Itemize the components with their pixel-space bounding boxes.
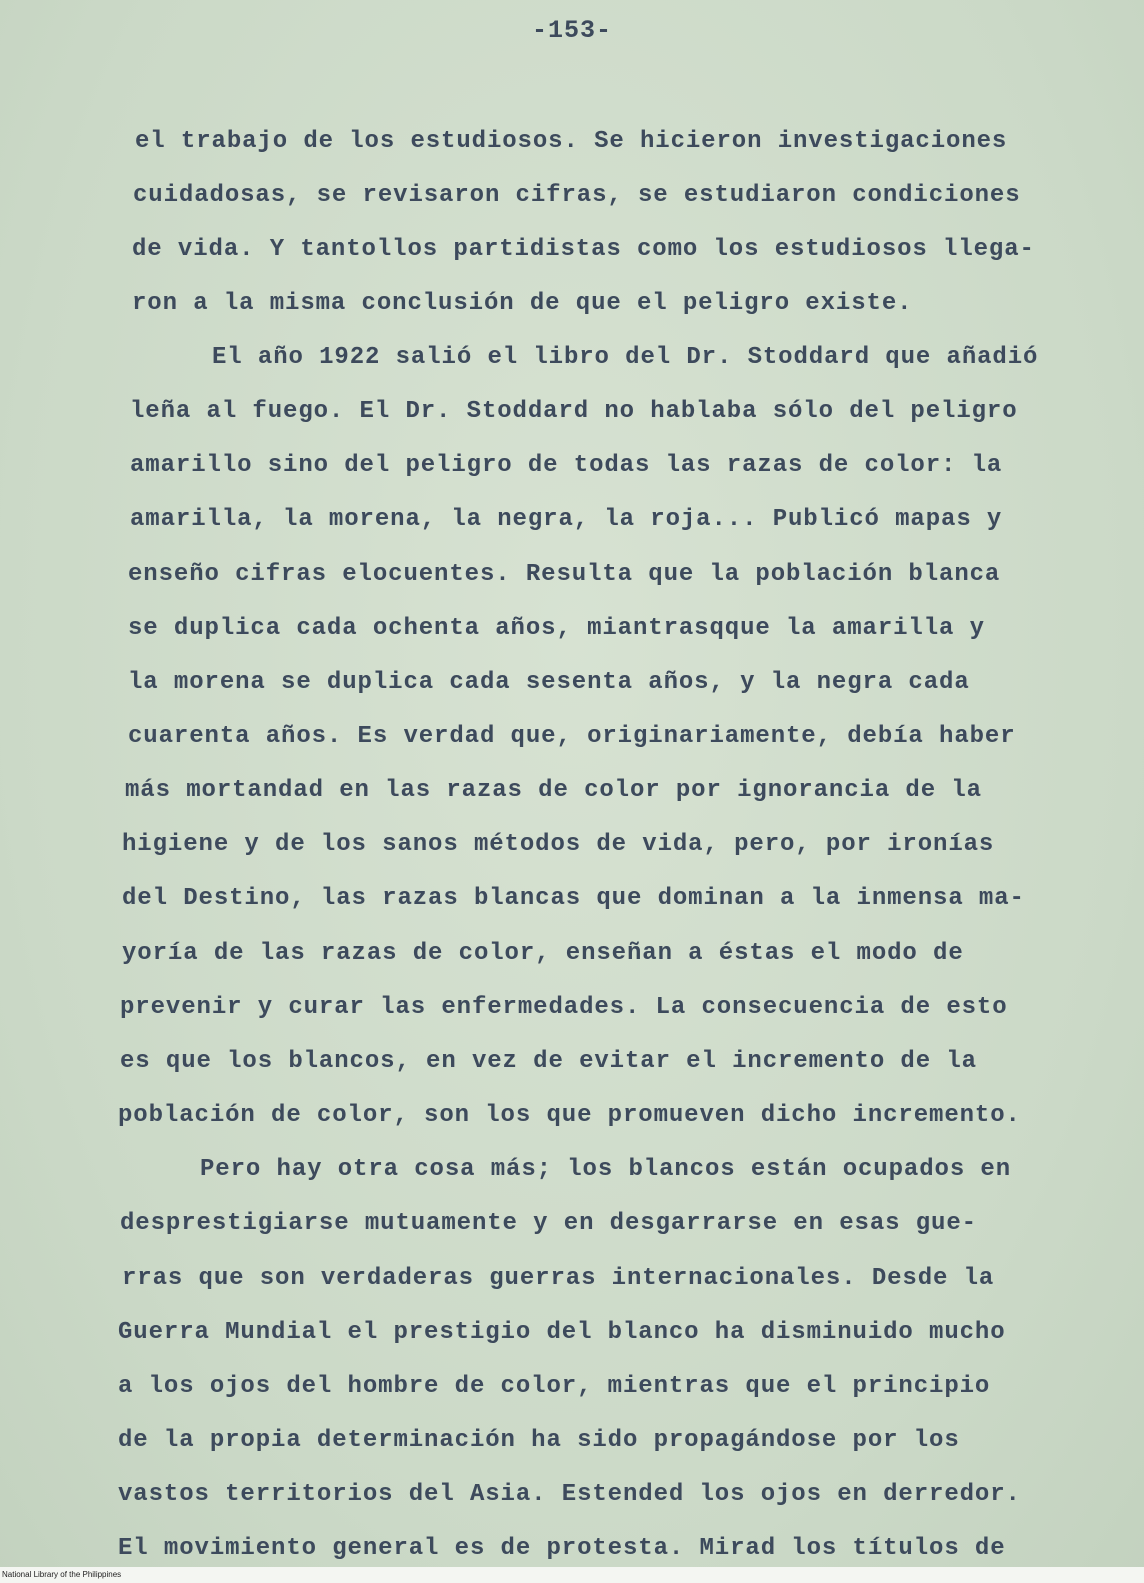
text-line: El año 1922 salió el libro del Dr. Stoddard que añadió [212,344,1039,371]
text-line: es que los blancos, en vez de evitar el incremento de la [120,1048,977,1075]
text-line: se duplica cada ochenta años, miantrasqque la amarilla y [128,615,985,642]
text-line: rras que son verdaderas guerras internacionales. Desde la [122,1265,995,1292]
text-line: El movimiento general es de protesta. Mirad los títulos de [118,1535,1006,1562]
text-line: amarillo sino del peligro de todas las razas de color: la [130,452,1003,479]
text-line: la morena se duplica cada sesenta años, y la negra cada [128,669,970,696]
text-line: enseño cifras elocuentes. Resulta que la población blanca [128,561,1001,588]
text-line: leña al fuego. El Dr. Stoddard no hablaba sólo del peligro [130,398,1018,425]
text-line: población de color, son los que promueven dicho incremento. [118,1102,1021,1129]
text-line: más mortandad en las razas de color por ignorancia de la [125,777,982,804]
text-line: del Destino, las razas blancas que dominan a la inmensa ma- [122,885,1025,912]
text-line: cuidadosas, se revisaron cifras, se estudiaron condiciones [133,182,1021,209]
text-line: de vida. Y tantollos partidistas como los estudiosos llega- [132,236,1035,263]
text-line: de la propia determinación ha sido propagándose por los [118,1427,960,1454]
text-line: yoría de las razas de color, enseñan a éstas el modo de [122,940,964,967]
text-line: a los ojos del hombre de color, mientras que el principio [118,1373,991,1400]
page-number: -153- [531,16,612,45]
text-line: vastos territorios del Asia. Estended los ojos en derredor. [118,1481,1021,1508]
text-line: prevenir y curar las enfermedades. La consecuencia de esto [120,994,1008,1021]
text-line: amarilla, la morena, la negra, la roja... Publicó mapas y [130,506,1003,533]
text-line: ron a la misma conclusión de que el peligro existe. [132,290,913,317]
text-line: desprestigiarse mutuamente y en desgarrarse en esas gue- [120,1210,977,1237]
text-line: el trabajo de los estudiosos. Se hicieron investigaciones [135,128,1008,155]
text-line: higiene y de los sanos métodos de vida, pero, por ironías [122,831,995,858]
text-line: Guerra Mundial el prestigio del blanco ha disminuido mucho [118,1319,1006,1346]
text-line: cuarenta años. Es verdad que, originariamente, debía haber [128,723,1016,750]
footer-watermark: National Library of the Philippines [0,1567,1144,1583]
text-line: Pero hay otra cosa más; los blancos están ocupados en [200,1156,1012,1183]
